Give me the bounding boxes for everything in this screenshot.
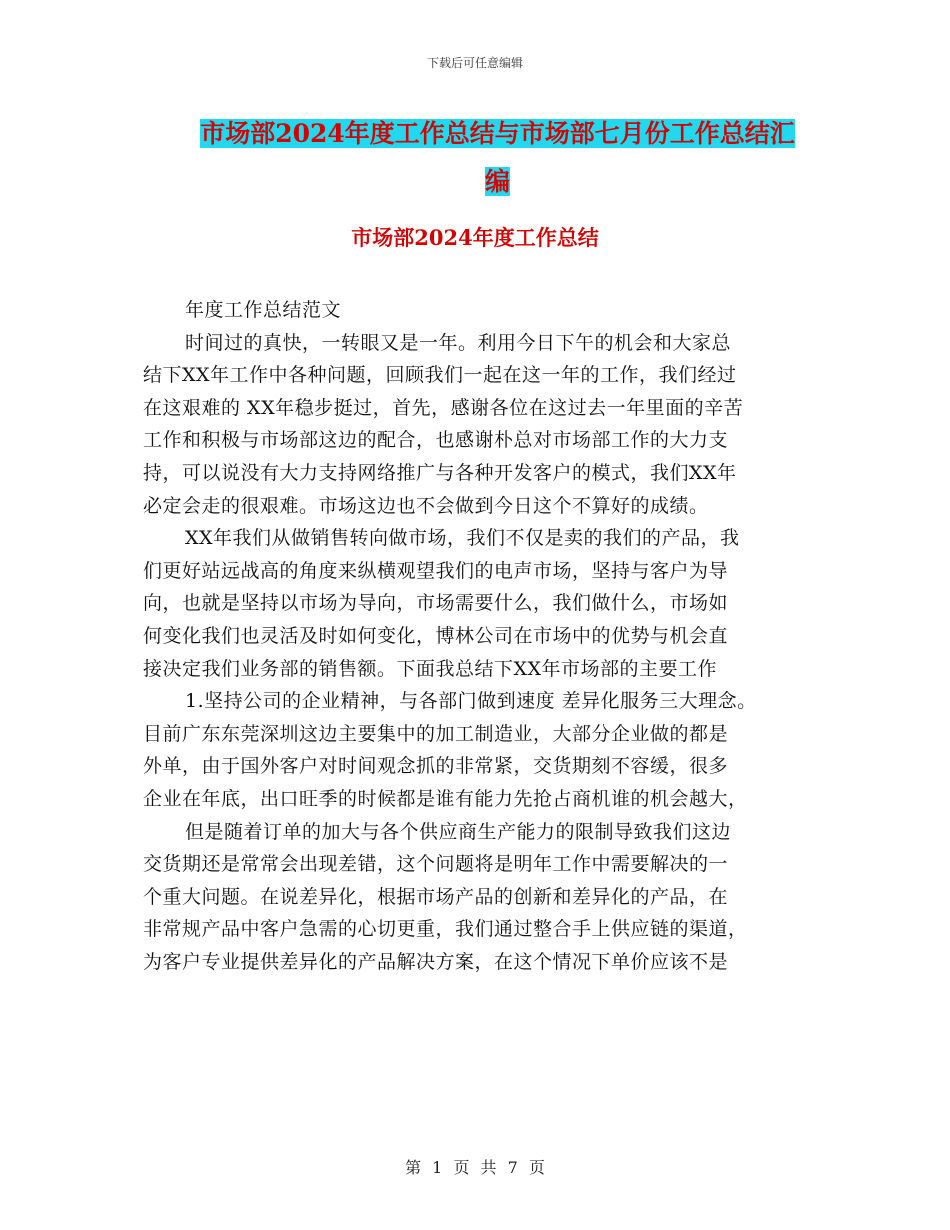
header-note: 下载后可任意编辑: [426, 56, 523, 70]
document-title-line-1: 市场部2024年度工作总结与市场部七月份工作总结汇: [200, 119, 795, 148]
text-line: 时间过的真快，一转眼又是一年。利用今日下午的机会和大家总: [185, 331, 732, 354]
text-line: 企业在年底，出口旺季的时候都是谁有能力先抢占商机谁的机会越大，: [143, 787, 748, 810]
page-footer: 第 1 页 共 7 页: [405, 1158, 545, 1177]
text-line: 们更好站远战高的角度来纵横观望我们的电声市场，坚持与客户为导: [143, 559, 729, 582]
text-line: XX年我们从做销售转向做市场，我们不仅是卖的我们的产品，我: [185, 527, 740, 550]
document-title-line-2: 编: [484, 167, 510, 196]
text-line: 1.坚持公司的企业精神，与各部门做到速度 差异化服务三大理念。: [185, 690, 757, 713]
text-line: 外单，由于国外客户对时间观念抓的非常紧，交货期刻不容缓，很多: [143, 755, 729, 778]
text-line: 持，可以说没有大力支持网络推广与各种开发客户的模式，我们XX年: [143, 461, 737, 484]
text-line: 向，也就是坚持以市场为导向，市场需要什么，我们做什么，市场如: [143, 592, 729, 615]
section-title: 市场部2024年度工作总结: [351, 225, 599, 250]
paragraph: [143, 522, 813, 685]
text-line: 个重大问题。在说差异化，根据市场产品的创新和差异化的产品，在: [143, 885, 729, 908]
text-line: 目前广东东莞深圳这边主要集中的加工制造业，大部分企业做的都是: [143, 722, 729, 745]
text-line: 工作和积极与市场部这边的配合，也感谢朴总对市场部工作的大力支: [143, 429, 729, 452]
text-line: 接决定我们业务部的销售额。下面我总结下XX年市场部的主要工作: [143, 657, 718, 680]
text-line: 非常规产品中客户急需的心切更重，我们通过整合手上供应链的渠道，: [143, 918, 748, 941]
text-line: 何变化我们也灵活及时如何变化，博林公司在市场中的优势与机会直: [143, 624, 729, 647]
text-line: 交货期还是常常会出现差错，这个问题将是明年工作中需要解决的一: [143, 853, 729, 876]
paragraph: [143, 685, 813, 815]
paragraph: [143, 294, 813, 327]
paragraph: [143, 816, 813, 979]
text-line: 在这艰难的 XX年稳步挺过，首先，感谢各位在这过去一年里面的辛苦: [143, 396, 744, 419]
text-line: 必定会走的很艰难。市场这边也不会做到今日这个不算好的成绩。: [143, 494, 709, 517]
document-body: [143, 294, 813, 978]
document-title: [185, 110, 810, 206]
text-line: 结下XX年工作中各种问题，回顾我们一起在这一年的工作，我们经过: [143, 364, 737, 387]
text-line: 年度工作总结范文: [185, 299, 342, 321]
text-line: 但是随着订单的加大与各个供应商生产能力的限制导致我们这边: [185, 820, 732, 843]
paragraph: [143, 327, 813, 523]
text-line: 为客户专业提供差异化的产品解决方案，在这个情况下单价应该不是: [143, 950, 729, 973]
